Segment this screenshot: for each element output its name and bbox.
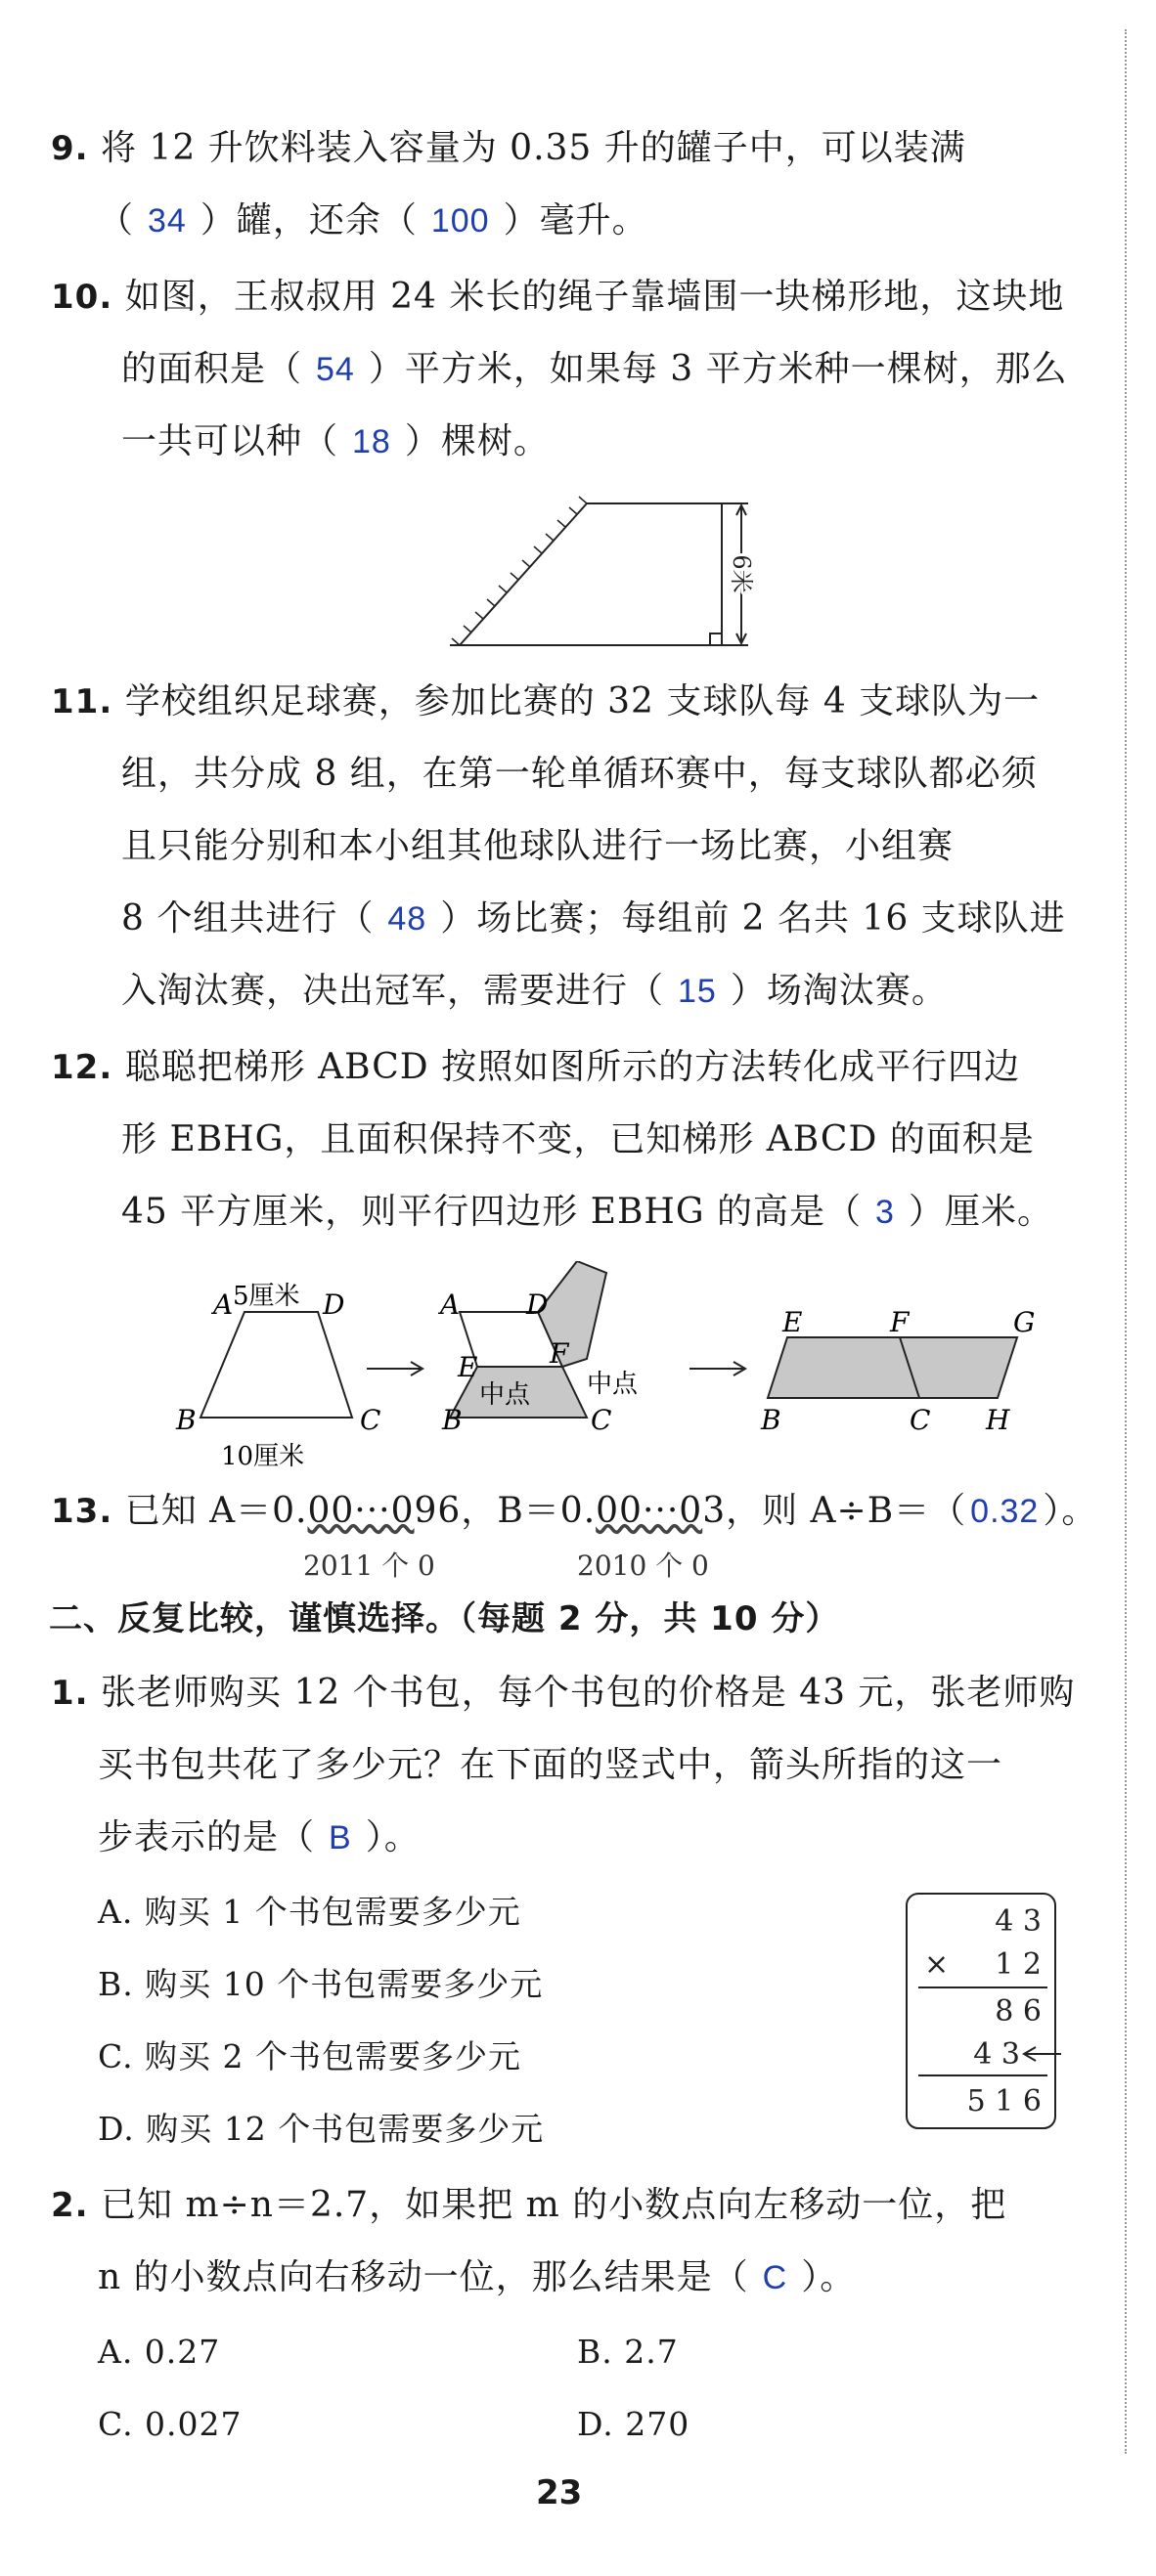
label-c-2: C — [591, 1404, 612, 1436]
s1-option-c[interactable]: C. 购买 2 个书包需要多少元 — [98, 2037, 522, 2075]
q9-answer-1: 34 — [148, 202, 187, 240]
q12-line1 — [51, 1044, 1020, 1091]
s2-option-b[interactable]: B. 2.7 — [577, 2333, 679, 2371]
s2-line1 — [51, 2182, 1006, 2229]
label-a: A — [213, 1288, 234, 1321]
s1-text: ）。 — [365, 1817, 421, 1857]
q10-text: 的面积是（ — [121, 349, 303, 389]
q13-text: ）。 — [1043, 1491, 1098, 1531]
calc-row-12: 1 2 — [995, 1947, 1042, 1982]
label-c: C — [360, 1404, 381, 1436]
calc-row-43-shifted: 4 3 — [973, 2037, 1020, 2072]
s2-number: 2. — [51, 2186, 89, 2225]
q9-text: （ — [98, 200, 135, 240]
label-g: G — [1013, 1306, 1036, 1338]
q9-text: 将 12 升饮料装入容量为 0.35 升的罐子中，可以装满 — [101, 128, 966, 168]
q12-line2: 形 EBHG，且面积保持不变，已知梯形 ABCD 的面积是 — [121, 1119, 1035, 1159]
q12-text: 45 平方厘米，则平行四边形 EBHG 的高是（ — [121, 1192, 863, 1232]
q11-text: 学校组织足球赛，参加比赛的 32 支球队每 4 支球队为一 — [124, 681, 1041, 721]
s1-option-a[interactable]: A. 购买 1 个书包需要多少元 — [98, 1893, 521, 1931]
q11-answer-1: 48 — [387, 900, 427, 938]
q9-line1 — [51, 125, 966, 172]
q12-text: 聪聪把梯形 ABCD 按照如图所示的方法转化成平行四边 — [124, 1047, 1021, 1087]
q11-text: 8 个组共进行（ — [121, 898, 375, 939]
q10-text: ）平方米，如果每 3 平方米种一棵树，那么 — [368, 349, 1068, 389]
q13-text: 3，则 A÷B＝（ — [702, 1491, 967, 1531]
section-2-title: 二、反复比较，谨慎选择。（每题 2 分，共 10 分） — [49, 1599, 840, 1638]
q10-height-label: 6米 — [728, 554, 755, 593]
q10-answer-1: 54 — [316, 351, 355, 388]
label-a-2: A — [440, 1288, 461, 1321]
label-d-2: D — [526, 1288, 549, 1321]
q13-answer: 0.32 — [970, 1493, 1040, 1530]
q12-line3 — [121, 1189, 1053, 1236]
q11-number: 11. — [51, 682, 113, 721]
q9-text: ）毫升。 — [503, 200, 648, 240]
s1-text: 步表示的是（ — [98, 1817, 316, 1857]
q9-number: 9. — [51, 129, 89, 168]
midpoint-label-2: 中点 — [587, 1370, 639, 1399]
s2-option-c[interactable]: C. 0.027 — [98, 2405, 243, 2443]
s1-text: 张老师购买 12 个书包，每个书包的价格是 43 元，张老师购 — [101, 1673, 1076, 1713]
s2-text: 已知 m÷n＝2.7，如果把 m 的小数点向左移动一位，把 — [101, 2185, 1007, 2225]
s2-line2 — [98, 2254, 856, 2301]
label-c-3: C — [910, 1404, 931, 1436]
label-f-2: F — [890, 1306, 910, 1338]
q10-line1 — [51, 274, 1064, 321]
label-b: B — [176, 1404, 197, 1436]
top-length-label: 5厘米 — [233, 1282, 300, 1311]
margin-dotted-line — [1125, 29, 1127, 2454]
s2-text: ）。 — [801, 2257, 857, 2297]
q10-text: 如图，王叔叔用 24 米长的绳子靠墙围一块梯形地，这块地 — [124, 277, 1065, 317]
q11-text: ）场淘汰赛。 — [730, 971, 948, 1011]
s1-answer: B — [329, 1819, 352, 1856]
label-b-3: B — [761, 1404, 781, 1436]
q13-brace-label-2: 2010 个 0 — [577, 1550, 709, 1582]
q13-number: 13. — [51, 1492, 113, 1531]
s1-number: 1. — [51, 1674, 89, 1713]
q11-line3: 且只能分别和本小组其他球队进行一场比赛，小组赛 — [121, 826, 955, 866]
s2-option-d[interactable]: D. 270 — [577, 2405, 690, 2443]
s1-option-b[interactable]: B. 购买 10 个书包需要多少元 — [98, 1965, 544, 2003]
label-b-2: B — [442, 1404, 463, 1436]
arrow-right-icon — [367, 1362, 422, 1375]
q12-answer-1: 3 — [875, 1194, 895, 1231]
vertical-multiplication-box — [905, 1892, 1061, 2136]
calc-row-86: 8 6 — [995, 1994, 1042, 2029]
s2-option-a[interactable]: A. 0.27 — [98, 2333, 221, 2371]
q11-text: 入淘汰赛，决出冠军，需要进行（ — [121, 971, 665, 1011]
q12-transformation-figure — [166, 1261, 1066, 1486]
trapezoid-abcd — [200, 1312, 352, 1418]
q10-answer-2: 18 — [352, 423, 391, 460]
q9-text: ）罐，还余（ — [200, 200, 418, 240]
page-number: 23 — [536, 2473, 583, 2512]
q11-answer-2: 15 — [678, 973, 717, 1010]
q12-number: 12. — [51, 1048, 113, 1087]
label-d: D — [323, 1288, 345, 1321]
q13-line1 — [51, 1488, 1097, 1535]
q13-repeating-zeros-2: 00···0 — [596, 1491, 703, 1531]
q11-line5 — [121, 968, 948, 1015]
q10-trapezoid-figure — [430, 484, 782, 660]
q9-line2 — [98, 197, 648, 244]
q9-answer-2: 100 — [430, 202, 490, 240]
calc-row-43: 4 3 — [995, 1904, 1042, 1939]
q13-repeating-zeros-1: 00···0 — [307, 1491, 415, 1531]
parallelogram-ebhg — [768, 1337, 1017, 1398]
q10-text: ）棵树。 — [404, 421, 550, 461]
q11-line1 — [51, 678, 1040, 725]
s1-line3 — [98, 1814, 421, 1861]
midpoint-label-1: 中点 — [479, 1380, 531, 1410]
label-f: F — [550, 1337, 569, 1370]
bottom-length-label: 10厘米 — [221, 1442, 305, 1471]
q12-text: ）厘米。 — [908, 1192, 1053, 1232]
q10-number: 10. — [51, 278, 113, 317]
q10-line2 — [121, 346, 1068, 393]
q10-text: 一共可以种（ — [121, 421, 339, 461]
calc-row-516: 5 1 6 — [966, 2084, 1042, 2118]
arrow-right-icon — [689, 1362, 745, 1375]
q11-text: ）场比赛；每组前 2 名共 16 支球队进 — [440, 898, 1066, 939]
label-e-2: E — [782, 1306, 803, 1338]
s1-line2: 买书包共花了多少元？在下面的竖式中，箭头所指的这一 — [98, 1745, 1003, 1785]
q11-line4 — [121, 895, 1066, 942]
s1-option-d[interactable]: D. 购买 12 个书包需要多少元 — [98, 2110, 545, 2148]
s1-line1 — [51, 1670, 1075, 1717]
s2-text: n 的小数点向右移动一位，那么结果是（ — [98, 2257, 749, 2297]
q13-text: 已知 A＝0. — [124, 1491, 308, 1531]
s2-answer: C — [762, 2259, 788, 2296]
q13-brace-label-1: 2011 个 0 — [303, 1550, 435, 1582]
times-sign: × — [924, 1947, 950, 1982]
label-e: E — [458, 1351, 478, 1383]
label-h: H — [986, 1404, 1010, 1436]
q11-line2: 组，共分成 8 组，在第一轮单循环赛中，每支球队都必须 — [121, 754, 1038, 794]
q10-line3 — [121, 418, 550, 465]
q13-text: 96，B＝0. — [414, 1491, 597, 1531]
